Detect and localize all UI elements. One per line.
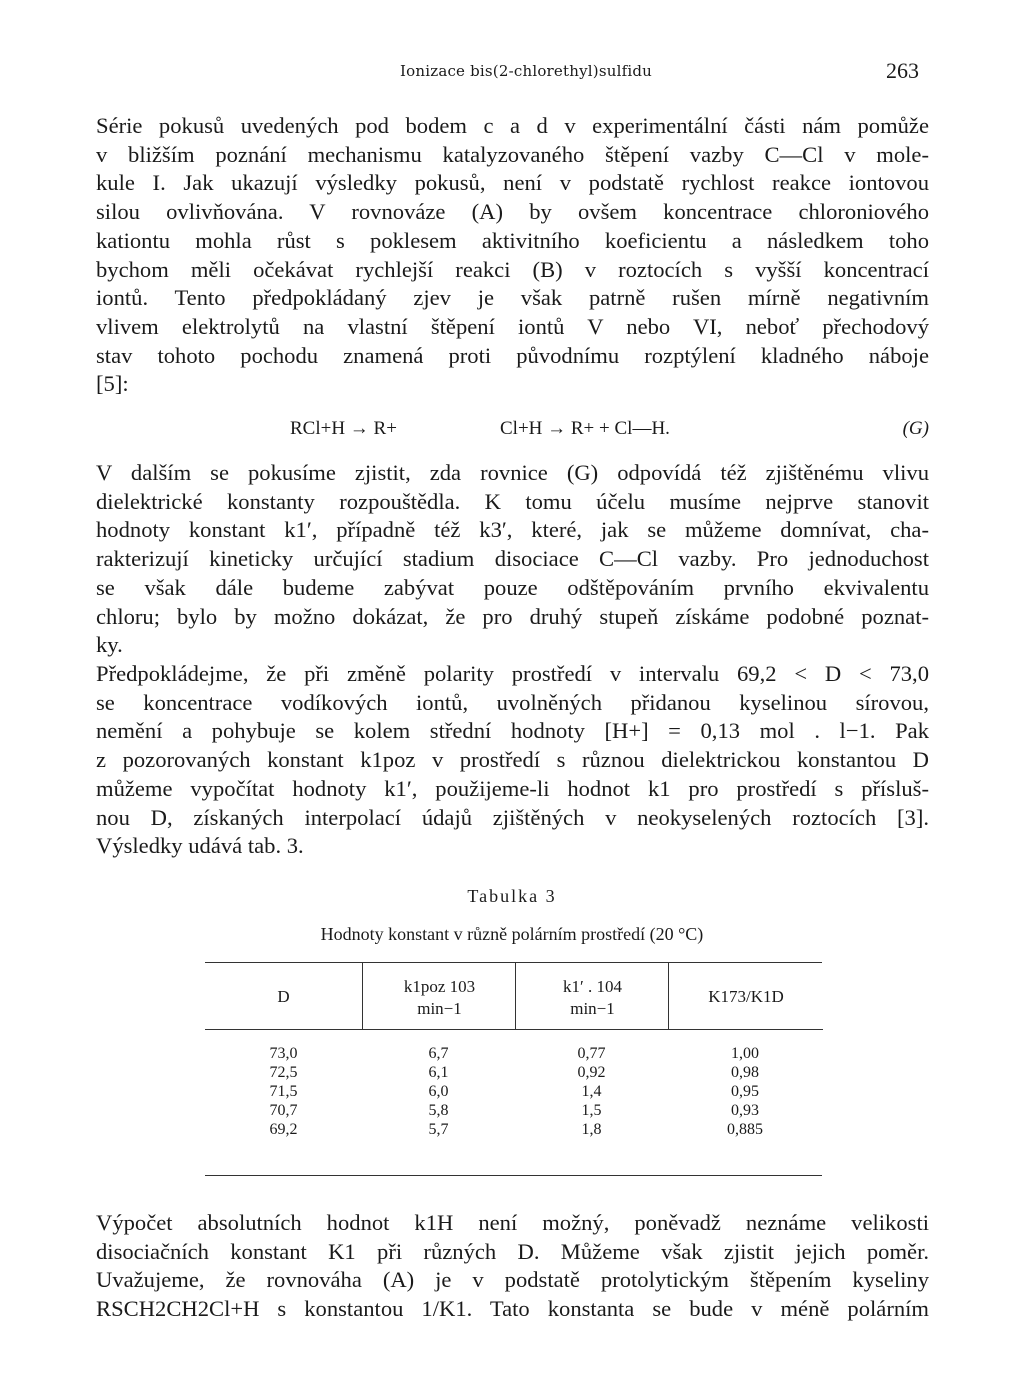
table-header-d: D bbox=[205, 963, 362, 1030]
text-line: Výpočet absolutních hodnot k1H není možný, poněvadž neznáme velikosti bbox=[96, 1210, 929, 1235]
equation-label: (G) bbox=[902, 418, 929, 439]
text-line: v bližším poznání mechanismu katalyzovaného štěpení vazby C—Cl v mole- bbox=[96, 141, 929, 167]
text-line: Předpokládejme, že při změně polarity prostředí v intervalu 69,2 < D < 73,0 bbox=[96, 661, 929, 686]
text-line: rakterizují kineticky určující stadium disociace C—Cl vazby. Pro jednoduchost bbox=[96, 546, 929, 572]
equation-g bbox=[96, 418, 929, 446]
text-line: iontů. Tento předpokládaný zjev je však patrně rušen mírně negativním bbox=[96, 285, 929, 311]
text-line: silou ovlivňována. V rovnováze (A) by ovšem koncentrace chloroniového bbox=[96, 199, 929, 225]
table-title: Tabulka 3 bbox=[467, 886, 557, 906]
text-line: chloru; bylo by možno dokázat, že pro druhý stupeň získáme podobné poznat- bbox=[96, 603, 929, 629]
equation-part-1: RCl+H → R+ bbox=[290, 418, 397, 439]
text-line: Uvažujeme, že rovnováha (A) je v podstatě protolytickým štěpením kyseliny bbox=[96, 1267, 929, 1293]
text-line: Výsledky udává tab. 3. bbox=[96, 833, 304, 859]
text-line: kule I. Jak ukazují výsledky pokusů, není v podstatě rychlost reakce iontovou bbox=[96, 170, 929, 196]
text-line: kationtu mohla růst s poklesem aktivitního koeficientu a následkem toho bbox=[96, 227, 929, 253]
text-line: [5]: bbox=[96, 371, 129, 397]
paragraph-1 bbox=[96, 112, 929, 399]
text-line: dielektrické konstanty rozpouštědla. K tomu účelu musíme nejprve stanovit bbox=[96, 488, 929, 514]
text-line: RSCH2CH2Cl+H s konstantou 1/K1. Tato konstanta se bude v méně polárním bbox=[96, 1296, 929, 1322]
table-header-k1prime: k1′ . 104 min−1 bbox=[515, 963, 669, 1030]
table-body bbox=[205, 1045, 822, 1140]
table-row: 69,2 5,7 1,8 0,885 bbox=[269, 1121, 763, 1138]
text-line: Série pokusů uvedených pod bodem c a d v experimentální části nám pomůže bbox=[96, 113, 929, 138]
text-line: bychom měli očekávat rychlejší reakci (B) v roztocích s vyšší koncentrací bbox=[96, 256, 929, 282]
text-line: ky. bbox=[96, 632, 123, 658]
table-row: 70,7 5,8 1,5 0,93 bbox=[269, 1102, 759, 1119]
text-line: disociačních konstant K1 při různých D. Můžeme však zjistit jejich poměr. bbox=[96, 1238, 929, 1264]
table-caption: Hodnoty konstant v různě polárním prostředí (20 °C) bbox=[320, 924, 704, 944]
text-line: se koncentrace vodíkových iontů, uvolněných přidanou kyselinou sírovou, bbox=[96, 689, 929, 715]
table-row: 73,0 6,7 0,77 1,00 bbox=[269, 1045, 759, 1062]
equation-part-2: Cl+H → R+ + Cl—H. bbox=[500, 418, 670, 439]
paragraph-3 bbox=[96, 660, 929, 861]
table-header-k1poz: k1poz 103 min−1 bbox=[362, 963, 516, 1030]
text-line: nemění a pohybuje se kolem střední hodnoty [H+] = 0,13 mol . l−1. Pak bbox=[96, 718, 929, 744]
page-number: 263 bbox=[886, 58, 919, 83]
text-line: se však dále budeme zabývat pouze odštěpováním prvního ekvivalentu bbox=[96, 574, 929, 600]
text-line: z pozorovaných konstant k1poz v prostředí s různou dielektrickou konstantou D bbox=[96, 747, 929, 773]
text-line: stav tohoto pochodu znamená proti původnímu rozptýlení kladného náboje bbox=[96, 342, 929, 368]
paragraph-2 bbox=[96, 459, 929, 660]
text-line: můžeme vypočítat hodnoty k1′, použijeme-li hodnot k1 pro prostředí s přísluš- bbox=[96, 775, 929, 801]
text-line: nou D, získaných interpolací údajů zjištěných v neokyselených roztocích [3]. bbox=[96, 804, 929, 830]
text-line: vlivem elektrolytů na vlastní štěpení iontů V nebo VI, neboť přechodový bbox=[96, 313, 929, 339]
table-row: 72,5 6,1 0,92 0,98 bbox=[269, 1064, 759, 1081]
table-header-k-ratio: K173/K1D bbox=[668, 963, 823, 1030]
text-line: hodnoty konstant k1′, případně též k3′, které, jak se můžeme domnívat, cha- bbox=[96, 517, 929, 543]
running-head: Ionizace bis(2-chlorethyl)sulfidu bbox=[400, 62, 652, 80]
paragraph-4 bbox=[96, 1209, 929, 1324]
text-line: V dalším se pokusíme zjistit, zda rovnice (G) odpovídá též zjištěnému vlivu bbox=[96, 460, 929, 485]
table-row: 71,5 6,0 1,4 0,95 bbox=[269, 1083, 759, 1100]
data-table bbox=[205, 962, 822, 1176]
